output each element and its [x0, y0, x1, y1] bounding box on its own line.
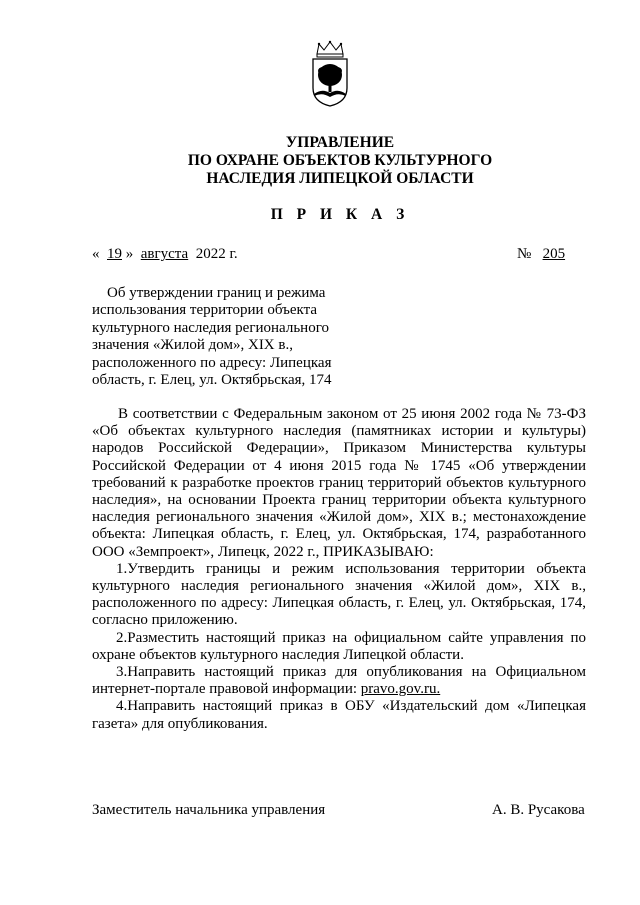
date-day: 19: [107, 246, 122, 262]
number-value: 205: [542, 246, 566, 262]
order-number: [517, 246, 565, 263]
date-year: 2022 г.: [195, 246, 238, 262]
item-3-text: 3.Направить настоящий приказ для опубликования на Официальном интернет-портале правовой информации:: [92, 664, 586, 698]
order-title: П Р И К А З: [270, 206, 410, 223]
order-item-3: [92, 664, 586, 698]
date-month: августа: [140, 246, 189, 262]
order-date: [92, 246, 238, 263]
subject-line: значения «Жилой дом», XIX в.,: [92, 337, 293, 354]
date-open-quote: «: [92, 246, 100, 262]
subject-line: область, г. Елец, ул. Октябрьская, 174: [92, 372, 332, 389]
pravo-gov-link[interactable]: pravo.gov.ru.: [360, 681, 441, 698]
order-subject: [92, 285, 342, 389]
org-name-line-1: УПРАВЛЕНИЕ: [285, 134, 395, 151]
subject-line: расположенного по адресу: Липецкая: [92, 354, 332, 371]
subject-line: культурного наследия регионального: [92, 319, 329, 336]
org-name-line-2: ПО ОХРАНЕ ОБЪЕКТОВ КУЛЬТУРНОГО: [187, 152, 493, 169]
lipetsk-coat-of-arms-icon: [305, 40, 355, 108]
signer-name: А. В. Русакова: [492, 802, 585, 818]
org-name-line-3: НАСЛЕДИЯ ЛИПЕЦКОЙ ОБЛАСТИ: [206, 170, 474, 187]
order-body: [92, 406, 586, 733]
preamble-paragraph: В соответствии с Федеральным законом от 25 июня 2002 года № 73-ФЗ «Об объектах культурного наследия (памятниках истории и культуры) народов Российской Федерации», Приказом Министерства культуры Российской Федерации от 4 июня 2015 года № 1745 «Об утверждении требований к разработке проектов границ территорий объектов культурного наследия», на основании Проекта границ территории объекта культурного наследия регионального значения «Жилой дом», XIX в.; местонахождение объекта: Липецкая область, г. Елец, ул. Октябрьская, 174, разработанного ООО «Земпроект», Липецк, 2022 г., ПРИКАЗЫВАЮ:: [92, 406, 586, 560]
order-item-2: 2.Разместить настоящий приказ на официальном сайте управления по охране объектов культурного наследия Липецкой области.: [92, 629, 586, 663]
order-item-4: 4.Направить настоящий приказ в ОБУ «Издательский дом «Липецкая газета» для опубликования.: [92, 698, 586, 732]
order-item-1: 1.Утвердить границы и режим использования территории объекта культурного наследия регионального значения «Жилой дом», XIX в., расположенного по адресу: Липецкая область, г. Елец, ул. Октябрьская, 174, согласно приложению.: [92, 560, 586, 629]
subject-line: Об утверждении границ и режима: [107, 285, 326, 301]
signer-position: Заместитель начальника управления: [92, 802, 326, 818]
number-label: №: [517, 246, 532, 262]
subject-line: использования территории объекта: [92, 302, 317, 319]
date-close-quote: »: [125, 246, 134, 262]
